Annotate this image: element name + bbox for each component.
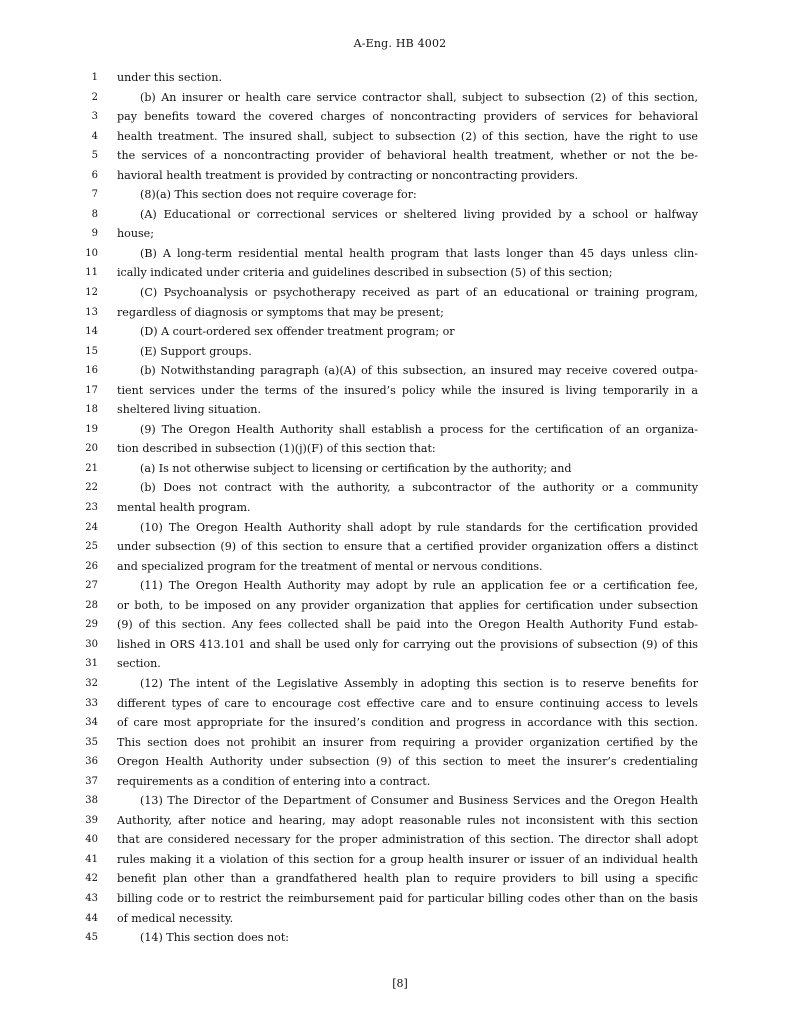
document-line <box>0 361 800 381</box>
line-number: 18 <box>85 404 98 416</box>
line-text: (14) This section does not: <box>140 931 290 945</box>
line-number: 11 <box>85 267 98 279</box>
line-text: Oregon Health Authority under subsection (9) of this section to meet the insurer’s credentialing <box>117 755 698 769</box>
document-line <box>0 694 800 714</box>
document-line <box>0 733 800 753</box>
document-line <box>0 498 800 518</box>
document-line <box>0 772 800 792</box>
line-number: 25 <box>85 541 98 553</box>
document-line <box>0 88 800 108</box>
line-number: 5 <box>91 150 98 162</box>
line-text: (8)(a) This section does not require coverage for: <box>140 188 417 202</box>
line-text: sheltered living situation. <box>117 403 261 417</box>
line-text: that are considered necessary for the proper administration of this section. The director shall adopt <box>117 833 698 847</box>
line-text: (E) Support groups. <box>140 344 252 358</box>
line-number: 2 <box>91 91 98 103</box>
document-line <box>0 146 800 166</box>
line-number: 44 <box>85 912 98 924</box>
document-body <box>0 68 800 948</box>
line-text: (b) Does not contract with the authority, a subcontractor of the authority or a community <box>140 481 698 495</box>
document-line <box>0 909 800 929</box>
document-line <box>0 127 800 147</box>
line-number: 33 <box>85 697 98 709</box>
line-text: tion described in subsection (1)(j)(F) of this section that: <box>117 442 436 456</box>
document-line <box>0 576 800 596</box>
line-text: tient services under the terms of the insured’s policy while the insured is living temporarily in a <box>117 383 698 397</box>
document-line <box>0 850 800 870</box>
document-line <box>0 400 800 420</box>
line-text: the services of a noncontracting provider of behavioral health treatment, whether or not the be- <box>117 149 698 163</box>
line-number: 8 <box>91 208 98 220</box>
line-number: 41 <box>85 853 98 865</box>
line-text: benefit plan other than a grandfathered health plan to require providers to bill using a specific <box>117 872 698 886</box>
line-number: 6 <box>91 169 98 181</box>
line-text: lished in ORS 413.101 and shall be used only for carrying out the provisions of subsection (9) of this <box>117 637 698 651</box>
document-line <box>0 322 800 342</box>
document-line <box>0 889 800 909</box>
document-line <box>0 791 800 811</box>
line-text: mental health program. <box>117 501 251 515</box>
line-text: pay benefits toward the covered charges of noncontracting providers of services for behavioral <box>117 110 698 124</box>
document-line <box>0 342 800 362</box>
line-text: (B) A long-term residential mental health program that lasts longer than 45 days unless clin- <box>140 246 698 260</box>
line-number: 38 <box>85 795 98 807</box>
document-line <box>0 244 800 264</box>
line-text: under this section. <box>117 71 222 84</box>
line-number: 26 <box>85 560 98 572</box>
line-number: 3 <box>91 111 98 123</box>
line-text: Authority, after notice and hearing, may adopt reasonable rules not inconsistent with this section <box>117 813 698 827</box>
line-text: (b) An insurer or health care service contractor shall, subject to subsection (2) of this section, <box>140 90 698 104</box>
page-number: [8] <box>392 977 408 990</box>
line-number: 19 <box>85 423 98 435</box>
line-text: regardless of diagnosis or symptoms that may be present; <box>117 305 444 319</box>
line-number: 24 <box>85 521 98 533</box>
line-number: 30 <box>85 638 98 650</box>
document-line <box>0 713 800 733</box>
line-text: different types of care to encourage cost effective care and to ensure continuing access to levels <box>117 696 698 710</box>
line-number: 14 <box>85 326 98 338</box>
line-number: 40 <box>85 834 98 846</box>
line-text: (9) The Oregon Health Authority shall establish a process for the certification of an organiza- <box>140 422 698 436</box>
line-text: section. <box>117 657 161 671</box>
line-number: 20 <box>85 443 98 455</box>
document-line <box>0 420 800 440</box>
line-text: (D) A court-ordered sex offender treatment program; or <box>140 325 455 339</box>
line-text: billing code or to restrict the reimbursement paid for particular billing codes other than on the basis <box>117 891 698 905</box>
line-text: (10) The Oregon Health Authority shall adopt by rule standards for the certification provided <box>140 520 698 534</box>
document-line <box>0 928 800 948</box>
line-text: (9) of this section. Any fees collected shall be paid into the Oregon Health Authority Fund estab- <box>117 618 698 632</box>
line-number: 45 <box>85 932 98 944</box>
document-line <box>0 68 800 88</box>
line-text: or both, to be imposed on any provider organization that applies for certification under subsection <box>117 598 698 612</box>
line-number: 4 <box>91 130 98 142</box>
line-number: 43 <box>85 892 98 904</box>
line-text: (13) The Director of the Department of Consumer and Business Services and the Oregon Health <box>140 794 698 808</box>
document-line <box>0 830 800 850</box>
page-header: A-Eng. HB 4002 <box>353 37 447 50</box>
document-line <box>0 654 800 674</box>
line-text: havioral health treatment is provided by contracting or noncontracting providers. <box>117 168 579 182</box>
line-text: requirements as a condition of entering into a contract. <box>117 774 431 788</box>
line-number: 23 <box>85 502 98 514</box>
document-line <box>0 166 800 186</box>
line-number: 16 <box>85 365 98 377</box>
line-text: of medical necessity. <box>117 911 234 925</box>
line-text: and specialized program for the treatment of mental or nervous conditions. <box>117 559 543 573</box>
line-text: This section does not prohibit an insurer from requiring a provider organization certified by the <box>117 735 698 749</box>
line-text: under subsection (9) of this section to ensure that a certified provider organization offers a distinct <box>117 540 698 554</box>
line-number: 31 <box>85 658 98 670</box>
document-line <box>0 283 800 303</box>
line-text: (b) Notwithstanding paragraph (a)(A) of this subsection, an insured may receive covered outpa- <box>140 364 698 378</box>
document-line <box>0 596 800 616</box>
line-text: health treatment. The insured shall, subject to subsection (2) of this section, have the right to use <box>117 129 698 143</box>
line-number: 32 <box>85 677 98 689</box>
line-text: of care most appropriate for the insured’s condition and progress in accordance with this section. <box>117 716 698 730</box>
document-line <box>0 811 800 831</box>
document-line <box>0 205 800 225</box>
line-number: 37 <box>85 775 98 787</box>
document-line <box>0 752 800 772</box>
line-number: 42 <box>85 873 98 885</box>
line-text: rules making it a violation of this section for a group health insurer or issuer of an individual health <box>117 852 698 866</box>
line-number: 12 <box>85 287 98 299</box>
line-text: (C) Psychoanalysis or psychotherapy received as part of an educational or training program, <box>140 286 698 300</box>
line-number: 39 <box>85 814 98 826</box>
document-line <box>0 107 800 127</box>
document-line <box>0 478 800 498</box>
line-number: 22 <box>85 482 98 494</box>
document-line <box>0 439 800 459</box>
document-line <box>0 635 800 655</box>
line-number: 28 <box>85 599 98 611</box>
document-line <box>0 615 800 635</box>
document-line <box>0 459 800 479</box>
line-number: 36 <box>85 756 98 768</box>
document-line <box>0 674 800 694</box>
line-number: 1 <box>91 72 98 83</box>
line-number: 15 <box>85 345 98 357</box>
line-number: 7 <box>91 189 98 201</box>
line-number: 17 <box>85 384 98 396</box>
line-number: 34 <box>85 717 98 729</box>
line-text: house; <box>117 227 154 241</box>
document-line <box>0 263 800 283</box>
line-text: ically indicated under criteria and guidelines described in subsection (5) of this section; <box>117 266 613 280</box>
document-line <box>0 303 800 323</box>
document-line <box>0 537 800 557</box>
line-text: (a) Is not otherwise subject to licensing or certification by the authority; and <box>140 461 572 475</box>
line-number: 29 <box>85 619 98 631</box>
line-number: 21 <box>85 462 98 474</box>
document-line <box>0 185 800 205</box>
line-number: 10 <box>85 247 98 259</box>
line-number: 9 <box>91 228 98 240</box>
line-text: (12) The intent of the Legislative Assembly in adopting this section is to reserve benefits for <box>140 676 698 690</box>
line-number: 13 <box>85 306 98 318</box>
line-number: 35 <box>85 736 98 748</box>
line-text: (11) The Oregon Health Authority may adopt by rule an application fee or a certification fee, <box>140 579 698 593</box>
line-text: (A) Educational or correctional services or sheltered living provided by a school or halfway <box>140 207 698 221</box>
document-line <box>0 518 800 538</box>
document-line <box>0 381 800 401</box>
line-number: 27 <box>85 580 98 592</box>
document-line <box>0 869 800 889</box>
document-line <box>0 557 800 577</box>
document-line <box>0 224 800 244</box>
